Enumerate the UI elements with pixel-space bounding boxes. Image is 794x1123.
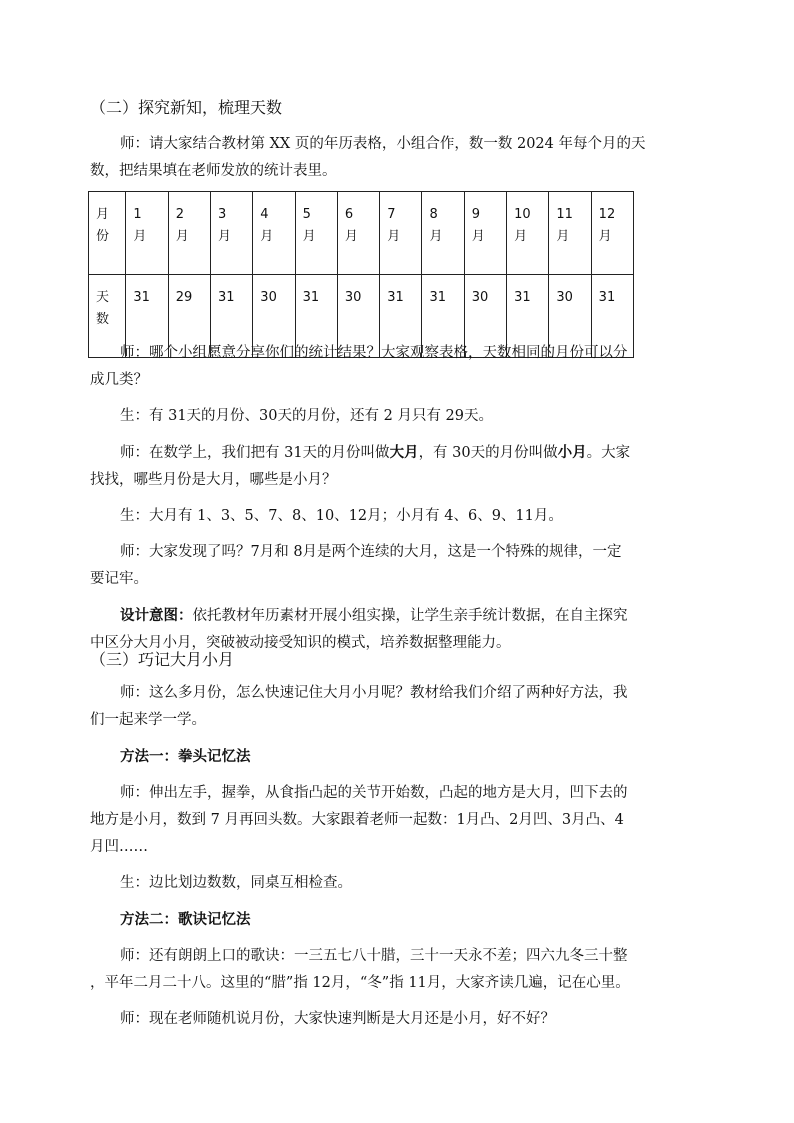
question-line-1: 师：哪个小组愿意分享你们的统计结果？大家观察表格，天数相同的月份可以分: [120, 345, 628, 361]
days-cell: 30: [253, 275, 295, 358]
term-big-month: 大月: [389, 444, 419, 461]
intro-line-1: 师：请大家结合教材第 XX 页的年历表格，小组合作，数一数 2024 年每个月的天: [120, 136, 646, 152]
student-answer-1: 生：有 31天的月份、30天的月份，还有 2 月只有 29天。: [120, 408, 494, 424]
days-cell: 31: [211, 275, 253, 358]
month-cell: 9 月: [464, 192, 506, 275]
method-2-title: 方法二：歌诀记忆法: [120, 911, 251, 928]
days-cell: 31: [295, 275, 337, 358]
days-cell: 30: [337, 275, 379, 358]
method-1-line-3: 月凹……: [90, 839, 148, 855]
days-cell: 30: [464, 275, 506, 358]
month-cell: 7 月: [380, 192, 422, 275]
question-line-2: 成几类？: [90, 372, 148, 388]
methods-intro-line-2: 们一起来学一学。: [90, 712, 206, 728]
method-1-line-1: 师：伸出左手，握拳，从食指凸起的关节开始数，凸起的地方是大月，凹下去的: [120, 785, 628, 801]
design-intent-line-1: 设计意图：依托教材年历素材开展小组实操，让学生亲手统计数据，在自主探究: [120, 607, 628, 624]
teacher-definition-line-2: 找找，哪些月份是大月，哪些是小月？: [90, 472, 337, 488]
method-2-line-1: 师：还有朗朗上口的歌诀：一三五七八十腊，三十一天永不差；四六九冬三十整: [120, 948, 628, 964]
intro-line-2: 数，把结果填在老师发放的统计表里。: [90, 163, 337, 179]
month-cell: 2 月: [168, 192, 210, 275]
teacher-final-question: 师：现在老师随机说月份，大家快速判断是大月还是小月，好不好？: [120, 1011, 555, 1027]
teacher-definition-line-1: 师：在数学上，我们把有 31天的月份叫做大月，有 30天的月份叫做小月。大家: [120, 444, 631, 461]
month-cell: 4 月: [253, 192, 295, 275]
design-intent-label: 设计意图：: [120, 607, 193, 624]
student-practice: 生：边比划边数数，同桌互相检查。: [120, 875, 352, 891]
methods-intro-line-1: 师：这么多月份，怎么快速记住大月小月呢？教材给我们介绍了两种好方法，我: [120, 685, 628, 701]
student-answer-2: 生：大月有 1、3、5、7、8、10、12月；小月有 4、6、9、11月。: [120, 508, 563, 524]
month-cell: 11 月: [549, 192, 591, 275]
month-cell: 10 月: [507, 192, 549, 275]
table-row-months: [89, 192, 634, 275]
days-cell: 31: [422, 275, 464, 358]
design-intent-line-2: 中区分大月小月，突破被动接受知识的模式，培养数据整理能力。: [90, 635, 511, 651]
days-cell: 31: [380, 275, 422, 358]
method-2-line-2: ，平年二月二十八。这里的“腊”指 12月，“冬”指 11月，大家齐读几遍，记在心里。: [90, 975, 630, 991]
section-heading-3: （三）巧记大月小月: [90, 650, 235, 669]
row-header-months: 月 份: [89, 192, 126, 275]
teacher-note-line-2: 要记牢。: [90, 571, 148, 587]
days-cell: 29: [168, 275, 210, 358]
teacher-note-line-1: 师：大家发现了吗？7月和 8月是两个连续的大月，这是一个特殊的规律，一定: [120, 544, 622, 560]
row-header-days: 天 数: [89, 275, 126, 358]
section-heading-2: （二）探究新知，梳理天数: [90, 98, 283, 117]
month-cell: 8 月: [422, 192, 464, 275]
term-small-month: 小月: [557, 444, 587, 461]
days-cell: 31: [507, 275, 549, 358]
month-cell: 1 月: [126, 192, 168, 275]
month-cell: 12 月: [591, 192, 633, 275]
month-days-table: [88, 191, 634, 358]
month-cell: 5 月: [295, 192, 337, 275]
method-1-title: 方法一：拳头记忆法: [120, 748, 251, 765]
discussion-block: [90, 340, 705, 657]
month-cell: 6 月: [337, 192, 379, 275]
memory-methods-block: [90, 680, 705, 1033]
method-1-line-2: 地方是小月，数到 7 月再回头数。大家跟着老师一起数：1月凸、2月凹、3月凸、4: [90, 812, 624, 828]
days-cell: 30: [549, 275, 591, 358]
intro-paragraph: [90, 131, 705, 185]
days-cell: 31: [126, 275, 168, 358]
month-cell: 3 月: [211, 192, 253, 275]
days-cell: 31: [591, 275, 633, 358]
